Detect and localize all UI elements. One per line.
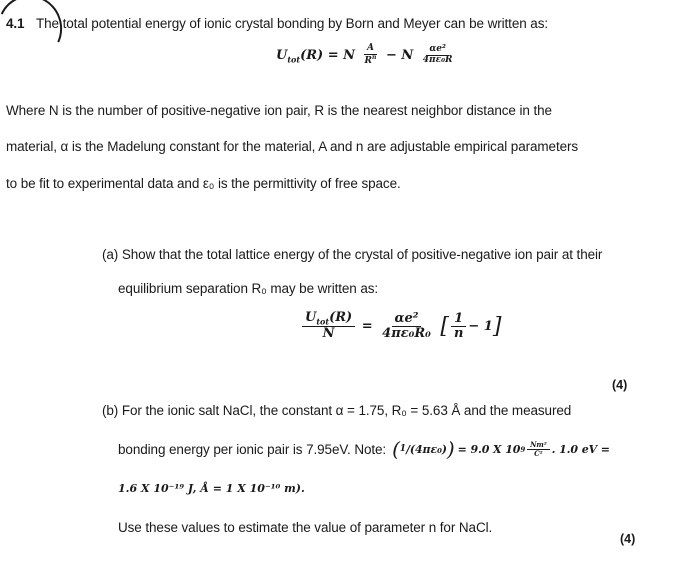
eq1-f1-num: A: [364, 44, 377, 55]
definition-line-3: to be fit to experimental data and ε₀ is the permittivity of free space.: [6, 176, 401, 191]
part-b-marks: (4): [620, 532, 636, 546]
part-b-line-4: Use these values to estimate the value of parameter n for NaCl.: [118, 520, 493, 535]
eq2-rhs-fraction: $\frac{\text{αe²}}{\text{4πε₀R₀}}$: [382, 310, 431, 341]
eq2-bracket-fraction: $\frac{1}{n}$: [451, 312, 466, 342]
eq1-f2-num: αe²: [426, 45, 449, 56]
eq2-open-bracket: [: [440, 313, 449, 339]
part-b-line-2: [118, 437, 610, 461]
eq1-lhs-sub: tot: [287, 54, 301, 65]
note-equation: ( 1 / (4πε₀) ) = 9.0 X 10 9 $\frac{\text{Nm²}}{\text{C²}}$ . 1.0 eV =: [392, 437, 610, 461]
eq1-fraction-2: [420, 45, 456, 66]
eq2-equals: =: [361, 318, 373, 334]
part-a-line-1: (a) Show that the total lattice energy of the crystal of positive-negative ion pair at their: [102, 247, 603, 262]
part-b-line-1: (b) For the ionic salt NaCl, the constant α = 1.75, R₀ = 5.63 Å and the measured: [102, 403, 572, 418]
eq1-lhs: U: [276, 47, 288, 63]
eq1-fraction-1: [362, 44, 380, 67]
problem-number: 4.1: [6, 16, 25, 31]
eq2-bracket-rest: − 1: [468, 318, 493, 334]
intro-text: The total potential energy of ionic crystal bonding by Born and Meyer can be written as:: [36, 16, 548, 31]
eq1-minus: − N: [385, 47, 414, 63]
part-b-line-2-text: bonding energy per ionic pair is 7.95eV. Note:: [118, 441, 387, 457]
definition-line-2: material, α is the Madelung constant for the material, A and n are adjustable empirical parameters: [6, 139, 579, 154]
part-a-line-2: equilibrium separation R₀ may be written as:: [118, 281, 379, 296]
eq2-lhs-fraction: $\frac{U_{tot}(R)}{N}$: [302, 311, 355, 342]
eq1-lhs-arg: (R) = N: [300, 47, 356, 63]
part-b-line-3: 1.6 X 10⁻¹⁹ J, Å = 1 X 10⁻¹⁰ m).: [118, 482, 305, 495]
eq1-f2-den: 4πε₀R: [422, 54, 453, 65]
eq1-f1-den: $R^n$: [364, 53, 377, 66]
equation-born-meyer: [276, 44, 458, 67]
eq2-close-bracket: ]: [492, 313, 502, 339]
equation-lattice-energy: [300, 311, 501, 342]
definition-line-1: Where N is the number of positive-negative ion pair, R is the nearest neighbor distance in the: [6, 103, 552, 118]
problem-number-circle: [0, 0, 71, 70]
part-a-marks: (4): [612, 378, 628, 392]
